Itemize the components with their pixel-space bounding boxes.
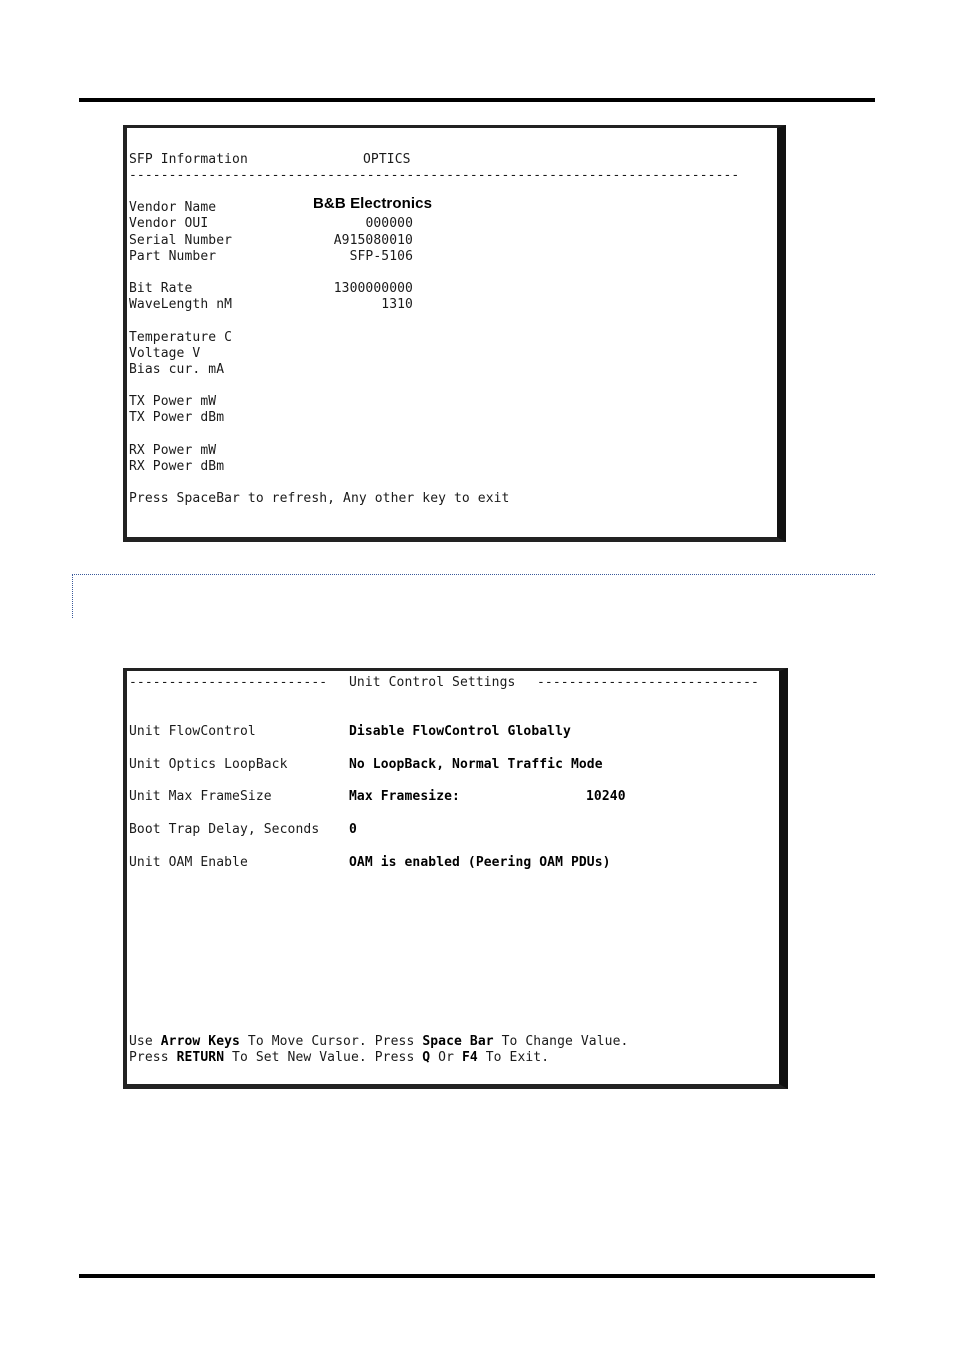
sfp-information-screen	[123, 125, 786, 542]
space-bar-hint: Space Bar	[422, 1034, 494, 1049]
sfp-label-vendor-oui: Vendor OUI	[129, 216, 209, 231]
scrollbar-mark[interactable]	[776, 739, 780, 753]
ucs-label-flowcontrol: Unit FlowControl	[129, 724, 256, 739]
ucs-help-line-1: Use Arrow Keys To Move Cursor. Press Space Bar To Change Value.	[129, 1034, 629, 1049]
sfp-value-serial-number: A915080010	[333, 233, 413, 248]
sfp-value-vendor-oui: 000000	[365, 216, 413, 231]
sfp-label-bias-current: Bias cur. mA	[129, 362, 225, 377]
sfp-label-bit-rate: Bit Rate	[129, 281, 193, 296]
ucs-value-framesize-number[interactable]: 10240	[586, 789, 626, 804]
sfp-value-vendor-name: B&B Electronics	[313, 195, 433, 212]
sfp-label-rx-power-mw: RX Power mW	[129, 443, 217, 458]
return-key-hint: RETURN	[176, 1050, 225, 1065]
sfp-label-part-number: Part Number	[129, 249, 217, 264]
arrow-keys-hint: Arrow Keys	[160, 1034, 240, 1049]
frame-divider	[72, 574, 875, 617]
f4-key-hint: F4	[461, 1050, 478, 1065]
sfp-label-tx-power-dbm: TX Power dBm	[129, 410, 225, 425]
scrollbar-up-arrow[interactable]	[774, 138, 778, 152]
sfp-label-rx-power-dbm: RX Power dBm	[129, 459, 225, 474]
sfp-label-serial-number: Serial Number	[129, 233, 233, 248]
ucs-value-oam-enable[interactable]: OAM is enabled (Peering OAM PDUs)	[349, 855, 611, 870]
ucs-value-flowcontrol[interactable]: Disable FlowControl Globally	[349, 724, 571, 739]
ucs-title: Unit Control Settings	[349, 675, 516, 690]
page-header-rule	[79, 98, 875, 102]
q-key-hint: Q	[422, 1050, 431, 1065]
ucs-label-boot-trap-delay: Boot Trap Delay, Seconds	[129, 822, 320, 837]
sfp-footer-prompt: Press SpaceBar to refresh, Any other key to exit	[129, 491, 510, 506]
sfp-label-vendor-name: Vendor Name	[129, 200, 217, 215]
sfp-label-wavelength: WaveLength nM	[129, 297, 233, 312]
sfp-value-wavelength: 1310	[381, 297, 413, 312]
sfp-separator: -----------------------------------------------------------------------------	[129, 168, 740, 183]
ucs-label-oam-enable: Unit OAM Enable	[129, 855, 248, 870]
ucs-value-optics-loopback[interactable]: No LoopBack, Normal Traffic Mode	[349, 757, 603, 772]
sfp-value-bit-rate: 1300000000	[333, 281, 413, 296]
scrollbar-down-arrow[interactable]	[774, 518, 778, 532]
ucs-help-line-2: Press RETURN To Set New Value. Press Q Or F4 To Exit.	[129, 1050, 550, 1065]
unit-control-settings-screen	[123, 668, 788, 1089]
ucs-header-dashes-left: -------------------------	[129, 675, 328, 690]
sfp-label-tx-power-mw: TX Power mW	[129, 394, 217, 409]
ucs-label-max-framesize: Unit Max FrameSize	[129, 789, 272, 804]
sfp-label-temperature: Temperature C	[129, 330, 233, 345]
ucs-value-max-framesize[interactable]: Max Framesize:	[349, 789, 460, 804]
ucs-label-optics-loopback: Unit Optics LoopBack	[129, 757, 288, 772]
page-footer-rule	[79, 1274, 875, 1278]
sfp-port-name: OPTICS	[363, 152, 411, 167]
ucs-value-boot-trap-delay[interactable]: 0	[349, 822, 357, 837]
ucs-header-dashes-right: ----------------------------	[537, 675, 759, 690]
sfp-label-voltage: Voltage V	[129, 346, 201, 361]
sfp-title: SFP Information	[129, 152, 248, 167]
sfp-value-part-number: SFP-5106	[349, 249, 413, 264]
